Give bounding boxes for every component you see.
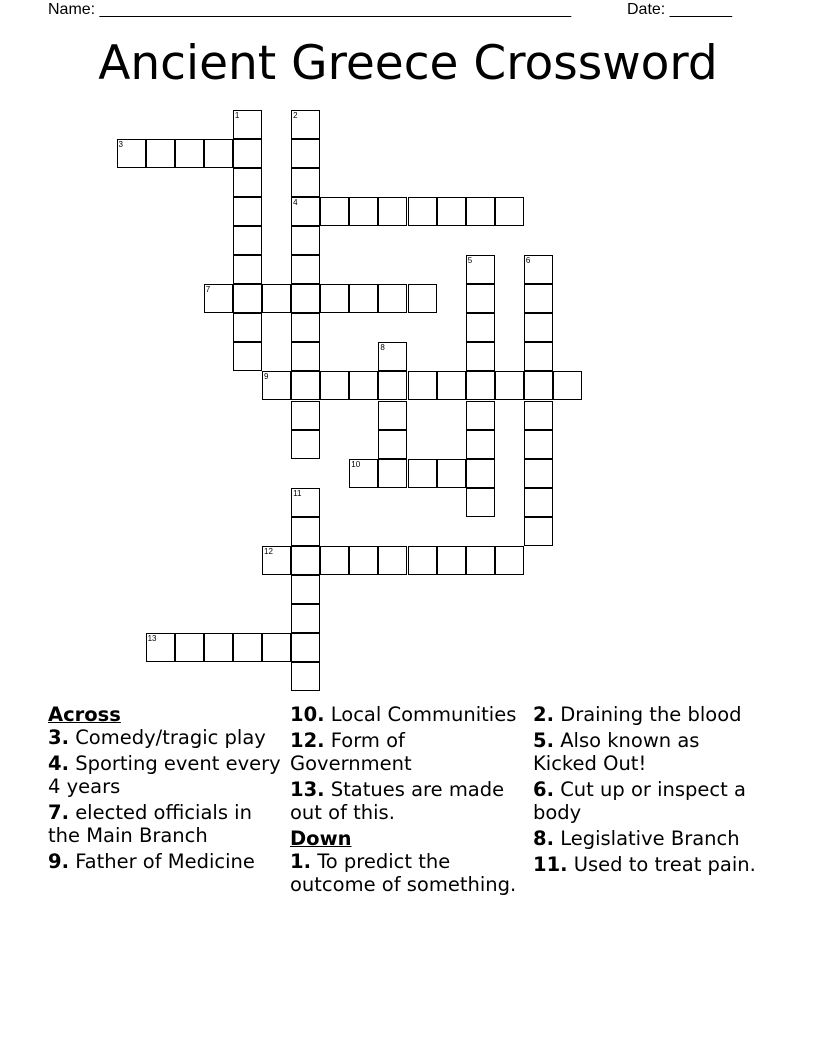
clue-across-10: 10. Local Communities [290,703,517,726]
grid-cell[interactable] [291,284,320,313]
clue-number: 5 [467,256,473,265]
clue-number: 3 [118,139,123,149]
grid-cell[interactable] [378,342,407,371]
grid-cell[interactable] [204,284,233,313]
grid-cell[interactable] [553,371,582,400]
page-title: Ancient Greece Crossword [98,36,718,91]
grid-cell[interactable] [233,255,262,284]
clue-number: 13 [147,634,157,644]
grid-cell[interactable] [233,226,262,255]
grid-cell[interactable] [233,168,262,197]
grid-cell[interactable] [378,401,407,430]
grid-cell[interactable] [466,488,495,517]
grid-cell[interactable] [524,517,553,546]
grid-cell[interactable] [233,139,262,168]
grid-cell[interactable] [291,662,320,691]
grid-cell[interactable] [291,517,320,546]
clue-across-9: 9. Father of Medicine [48,850,255,873]
grid-cell[interactable] [466,197,495,226]
clue-number: 8 [380,343,385,353]
grid-cell[interactable] [291,255,320,284]
date-field[interactable]: Date: _______ [627,1,732,18]
grid-cell[interactable] [291,575,320,604]
clue-across-7: 7. elected officials in the Main Branch [48,801,252,847]
grid-cell[interactable] [233,313,262,342]
grid-cell[interactable] [262,546,291,575]
clue-number: 7 [205,285,211,295]
clue-number: 12 [264,547,273,556]
grid-cell[interactable] [291,110,320,139]
clue-number: 4 [293,197,298,207]
grid-cell[interactable] [408,459,437,488]
grid-cell[interactable] [349,284,378,313]
clue-number: 6 [525,256,531,265]
grid-cell[interactable] [466,284,495,313]
grid-cell[interactable] [437,459,466,488]
clue-across-4: 4. Sporting event every 4 years [48,752,281,798]
grid-cell[interactable] [408,371,437,400]
grid-cell[interactable] [466,342,495,371]
grid-cell[interactable] [291,139,320,168]
grid-cell[interactable] [524,255,553,284]
grid-cell[interactable] [524,488,553,517]
grid-cell[interactable] [233,633,262,662]
grid-cell[interactable] [262,284,291,313]
grid-cell[interactable] [524,401,553,430]
grid-cell[interactable] [320,371,349,400]
grid-cell[interactable] [349,546,378,575]
grid-cell[interactable] [291,430,320,459]
grid-cell[interactable] [466,430,495,459]
grid-cell[interactable] [524,313,553,342]
grid-cell[interactable] [204,633,233,662]
grid-cell[interactable] [408,546,437,575]
clue-number: 10 [351,459,361,469]
down-heading: Down [290,827,352,850]
grid-cell[interactable] [233,110,262,139]
grid-cell[interactable] [291,633,320,662]
grid-cell[interactable] [349,371,378,400]
grid-cell[interactable] [524,371,553,400]
grid-cell[interactable] [466,255,495,284]
grid-cell[interactable] [117,139,146,168]
grid-cell[interactable] [378,430,407,459]
grid-cell[interactable] [495,546,524,575]
grid-cell[interactable] [495,371,524,400]
grid-cell[interactable] [408,197,437,226]
grid-cell[interactable] [437,197,466,226]
clue-column-3 [533,703,768,879]
grid-cell[interactable] [378,546,407,575]
grid-cell[interactable] [408,284,437,313]
clue-down-11: 11. Used to treat pain. [533,853,756,876]
grid-cell[interactable] [291,168,320,197]
grid-cell[interactable] [378,371,407,400]
grid-cell[interactable] [175,633,204,662]
clue-column-1 [48,703,283,876]
grid-cell[interactable] [291,604,320,633]
clue-number: 2 [293,110,298,120]
grid-cell[interactable] [524,459,553,488]
grid-cell[interactable] [291,313,320,342]
clue-down-6: 6. Cut up or inspect a body [533,778,746,824]
grid-cell[interactable] [291,488,320,517]
grid-cell[interactable] [204,139,233,168]
grid-cell[interactable] [466,401,495,430]
clue-down-8: 8. Legislative Branch [533,827,740,850]
grid-cell[interactable] [495,197,524,226]
grid-cell[interactable] [437,546,466,575]
grid-cell[interactable] [233,342,262,371]
grid-cell[interactable] [349,459,378,488]
grid-cell[interactable] [524,284,553,313]
grid-cell[interactable] [262,633,291,662]
grid-cell[interactable] [291,371,320,400]
name-field[interactable]: Name: _____________________________________________________ [48,1,572,18]
grid-cell[interactable] [466,459,495,488]
clue-number: 11 [293,488,302,498]
grid-cell[interactable] [146,139,175,168]
grid-cell[interactable] [378,284,407,313]
clue-number: 9 [264,372,269,382]
grid-cell[interactable] [320,284,349,313]
grid-cell[interactable] [291,342,320,371]
clue-down-5: 5. Also known as Kicked Out! [533,729,700,775]
grid-cell[interactable] [437,371,466,400]
clue-down-2: 2. Draining the blood [533,703,742,726]
grid-cell[interactable] [349,197,378,226]
clue-down-1: 1. To predict the outcome of something. [290,850,517,896]
grid-cell[interactable] [378,197,407,226]
grid-cell[interactable] [320,197,349,226]
grid-cell[interactable] [291,401,320,430]
grid-cell[interactable] [524,342,553,371]
clue-across-12: 12. Form of Government [290,729,412,775]
grid-cell[interactable] [262,371,291,400]
grid-cell[interactable] [320,546,349,575]
grid-cell[interactable] [524,430,553,459]
grid-cell[interactable] [233,197,262,226]
grid-cell[interactable] [233,284,262,313]
grid-cell[interactable] [466,546,495,575]
clue-across-13: 13. Statues are made out of this. [290,778,505,824]
grid-cell[interactable] [175,139,204,168]
grid-cell[interactable] [291,197,320,226]
grid-cell[interactable] [466,371,495,400]
clue-number: 1 [234,110,240,120]
grid-cell[interactable] [378,459,407,488]
across-heading: Across [48,703,121,726]
grid-cell[interactable] [466,313,495,342]
grid-cell[interactable] [291,546,320,575]
grid-cell[interactable] [291,226,320,255]
clue-column-2 [290,703,525,899]
clue-across-3: 3. Comedy/tragic play [48,726,266,749]
grid-cell[interactable] [146,633,175,662]
